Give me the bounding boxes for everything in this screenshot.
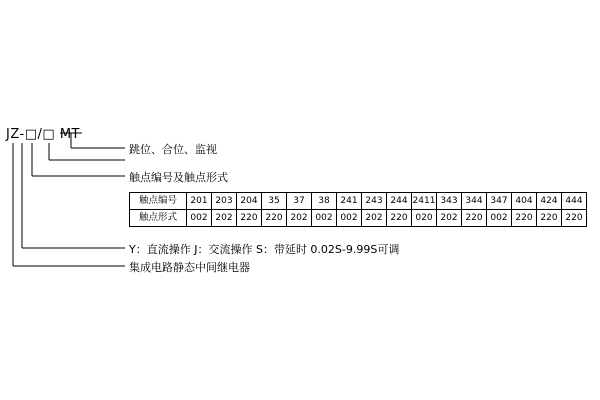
- cell: 020: [412, 210, 437, 227]
- cell: 220: [262, 210, 287, 227]
- cell: 002: [187, 210, 212, 227]
- row-header-contact-number: 触点编号: [130, 193, 187, 210]
- cell: 220: [537, 210, 562, 227]
- cell: 203: [212, 193, 237, 210]
- cell: 243: [362, 193, 387, 210]
- callout-label-product-name: 集成电路静态中间继电器: [129, 261, 250, 274]
- cell: 220: [562, 210, 587, 227]
- cell: 202: [287, 210, 312, 227]
- cell: 201: [187, 193, 212, 210]
- cell: 220: [512, 210, 537, 227]
- cell: 343: [437, 193, 462, 210]
- model-code-suffix: MT: [59, 127, 80, 142]
- table-body: [130, 193, 587, 227]
- cell: 444: [562, 193, 587, 210]
- model-code-box2: □: [42, 127, 56, 142]
- table-row: [130, 193, 587, 210]
- cell: 37: [287, 193, 312, 210]
- cell: 241: [337, 193, 362, 210]
- cell: 424: [537, 193, 562, 210]
- cell: 220: [237, 210, 262, 227]
- cell: 002: [312, 210, 337, 227]
- table-row: [130, 210, 587, 227]
- cell: 35: [262, 193, 287, 210]
- row-header-contact-form: 触点形式: [130, 210, 187, 227]
- cell: 202: [437, 210, 462, 227]
- cell: 220: [462, 210, 487, 227]
- model-code: [6, 127, 80, 142]
- callout-label-contact-form: 触点编号及触点形式: [129, 171, 228, 184]
- model-code-prefix: JZ-: [6, 127, 25, 142]
- callout-label-monitor: 跳位、合位、监视: [129, 143, 217, 156]
- model-code-slash: /: [37, 127, 43, 142]
- cell: 220: [387, 210, 412, 227]
- cell: 202: [362, 210, 387, 227]
- cell: 404: [512, 193, 537, 210]
- cell: 38: [312, 193, 337, 210]
- cell: 347: [487, 193, 512, 210]
- cell: 2411: [412, 193, 437, 210]
- cell: 002: [337, 210, 362, 227]
- cell: 204: [237, 193, 262, 210]
- cell: 344: [462, 193, 487, 210]
- cell: 002: [487, 210, 512, 227]
- contact-spec-table: [129, 192, 587, 227]
- callout-label-operation-type: Y：直流操作 J：交流操作 S：带延时 0.02S-9.99S可调: [129, 243, 400, 256]
- model-code-box1: □: [24, 127, 38, 142]
- cell: 202: [212, 210, 237, 227]
- cell: 244: [387, 193, 412, 210]
